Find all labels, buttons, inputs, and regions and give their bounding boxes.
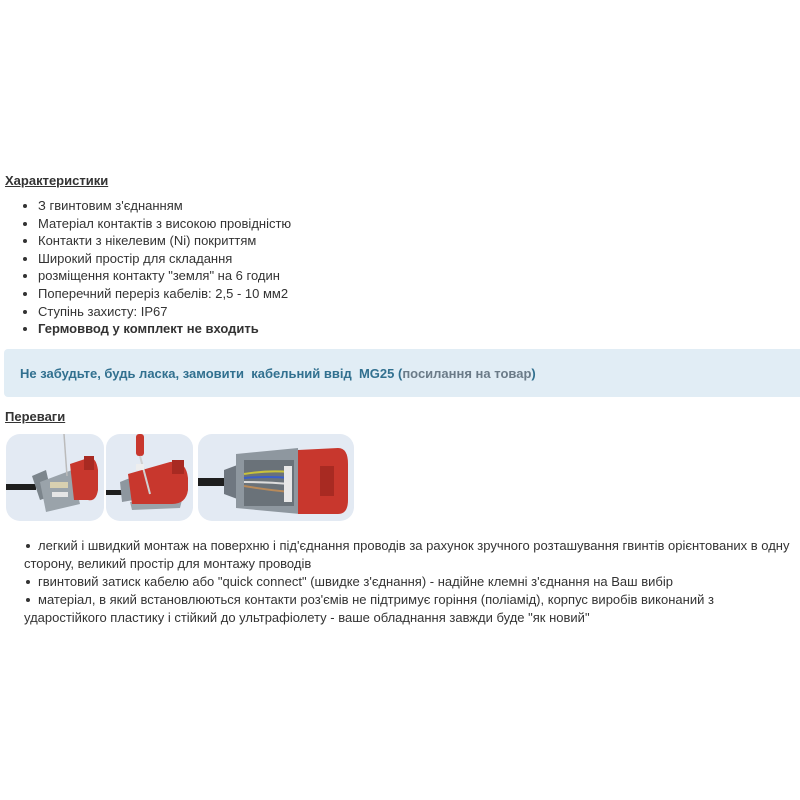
spec-item: Ступінь захисту: IP67 bbox=[20, 303, 291, 321]
advantages-list bbox=[24, 537, 794, 627]
red-connector-top-view-image bbox=[198, 434, 354, 521]
product-images bbox=[6, 434, 354, 521]
notice-text: Не забудьте, будь ласка, замовити кабельний ввід MG25 bbox=[20, 365, 398, 381]
cable-gland-notice bbox=[4, 349, 800, 397]
spec-item: З гвинтовим з'єднанням bbox=[20, 197, 291, 215]
spec-item: розміщення контакту "земля" на 6 годин bbox=[20, 267, 291, 285]
spec-item: Поперечний переріз кабелів: 2,5 - 10 мм2 bbox=[20, 285, 291, 303]
advantage-item: гвинтовий затиск кабелю або "quick connect" (швидке з'єднання) - надійне клемні з'єднання на Ваш вибір bbox=[24, 573, 794, 591]
notice-paren-close: ) bbox=[531, 365, 536, 381]
spec-item-warning: Гермоввод у комплект не входить bbox=[20, 320, 291, 338]
advantages-heading: Переваги bbox=[5, 409, 66, 424]
characteristics-list bbox=[20, 197, 291, 338]
advantage-item: легкий і швидкий монтаж на поверхню і під'єднання проводів за рахунок зручного розташування гвинтів орієнтованих в одну сторону, великий простір для монтажу проводів bbox=[24, 538, 790, 571]
red-connector-wiring-image bbox=[6, 434, 104, 521]
bullet-icon bbox=[26, 598, 30, 602]
characteristics-heading: Характеристики bbox=[5, 173, 109, 188]
notice-paren-open: ( bbox=[397, 365, 403, 381]
product-link[interactable]: посилання на товар bbox=[402, 365, 532, 381]
spec-item: Матеріал контактів з високою провідністю bbox=[20, 215, 291, 233]
bullet-icon bbox=[26, 580, 30, 584]
red-connector-screwdriver-image bbox=[106, 434, 193, 521]
spec-item: Контакти з нікелевим (Ni) покриттям bbox=[20, 232, 291, 250]
spec-item: Широкий простір для складання bbox=[20, 250, 291, 268]
advantage-item: матеріал, в який встановлюються контакти роз'ємів не підтримує горіння (поліамід), корпус виробів виконаний з ударостійкого пластику і стійкий до ультрафіолету - ваше обладнання завжди буде "як новий" bbox=[24, 592, 714, 625]
bullet-icon bbox=[26, 544, 30, 548]
